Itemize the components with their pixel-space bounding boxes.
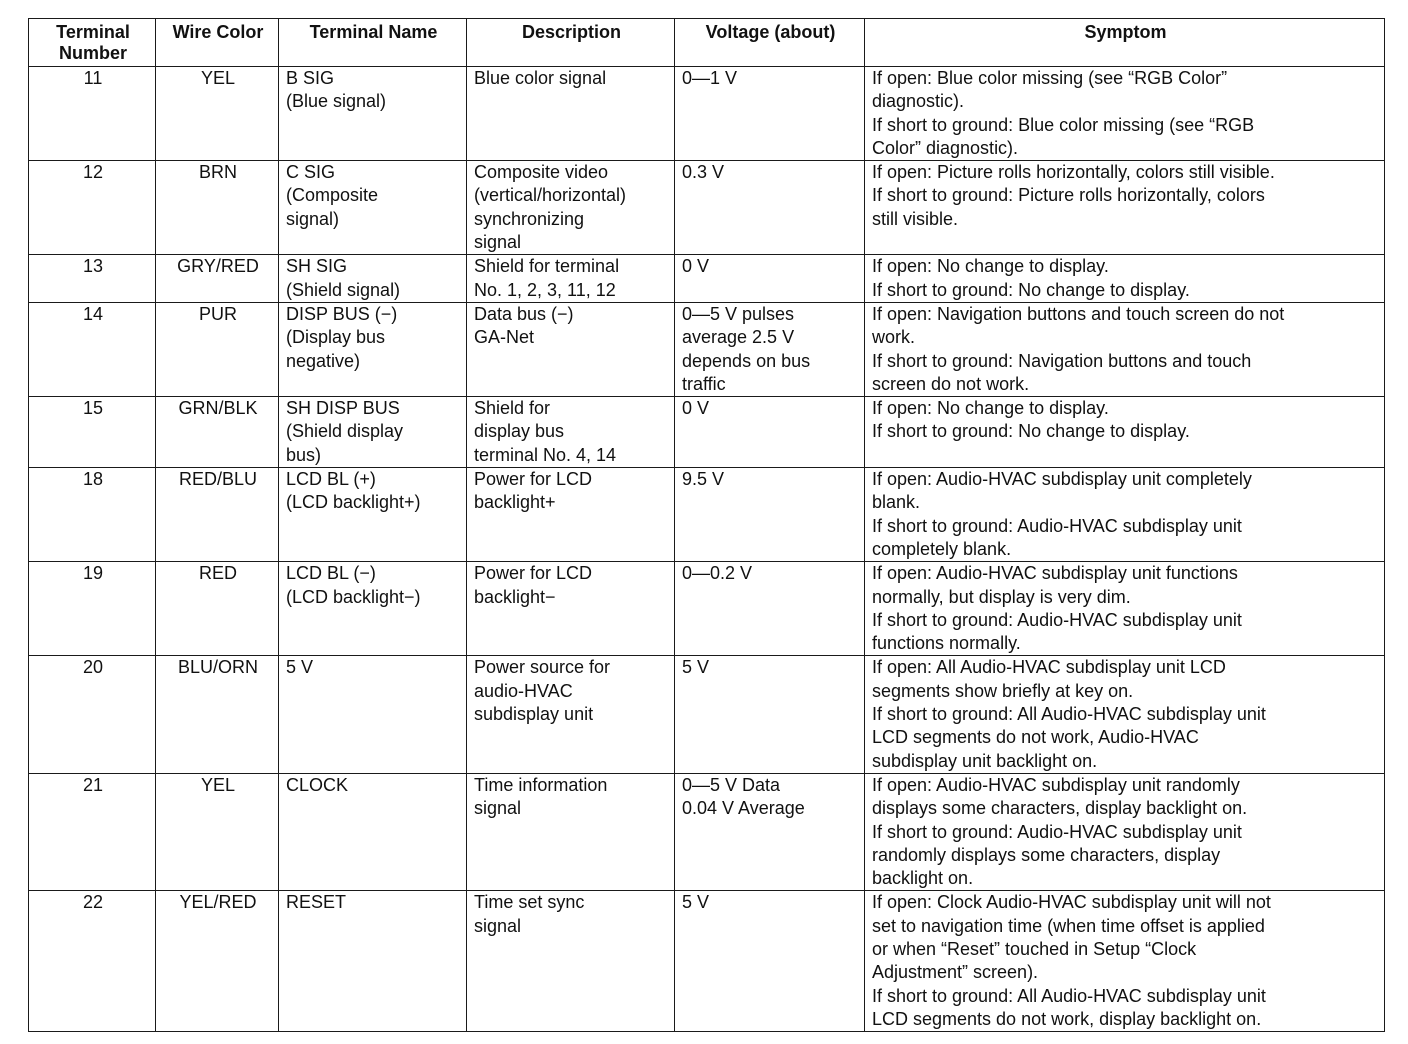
wire-color-cell: YEL/RED [156,891,279,1032]
symptom-line: If short to ground: Audio-HVAC subdisplay unit [872,609,1242,630]
terminal-name-line: LCD BL (+) [286,469,376,490]
symptom-cell [865,562,1385,656]
voltage-cell [675,67,865,161]
symptom-line: still visible. [872,208,959,229]
voltage-line: 0—5 V Data [682,774,781,795]
table-row [29,891,1385,1032]
symptom-line: If short to ground: Navigation buttons and touch [872,350,1252,371]
wire-color-cell: BRN [156,161,279,255]
description-cell [467,891,675,1032]
terminal-name-cell [279,773,467,890]
terminal-name-cell [279,255,467,303]
description-line: signal [474,915,522,936]
symptom-cell [865,773,1385,890]
voltage-line: 0—0.2 V [682,563,753,584]
symptom-line: If open: Audio-HVAC subdisplay unit randomly [872,774,1240,795]
description-cell [467,468,675,562]
header-terminal-name: Terminal Name [279,19,467,67]
symptom-line: work. [872,327,916,348]
description-line: backlight+ [474,492,556,513]
description-cell [467,562,675,656]
symptom-cell [865,468,1385,562]
description-line: (vertical/horizontal) [474,185,627,206]
terminal-number-cell: 12 [29,161,156,255]
terminal-name-line: (Shield display [286,421,404,442]
voltage-line: 0 V [682,256,710,277]
description-cell [467,656,675,773]
symptom-line: If open: Picture rolls horizontally, colors still visible. [872,162,1275,183]
table-row [29,468,1385,562]
description-line: audio-HVAC [474,680,573,701]
symptom-line: set to navigation time (when time offset is applied [872,915,1265,936]
description-cell [467,67,675,161]
description-line: Blue color signal [474,68,607,88]
description-cell [467,397,675,468]
voltage-line: 9.5 V [682,469,725,490]
description-line: Composite video [474,162,609,183]
symptom-line: LCD segments do not work, Audio-HVAC [872,727,1199,748]
description-line: Shield for terminal [474,256,620,277]
terminal-name-line: 5 V [286,657,314,678]
symptom-line: screen do not work. [872,373,1030,394]
terminal-name-line: SH SIG [286,256,348,277]
terminal-name-cell [279,161,467,255]
terminal-number-cell: 15 [29,397,156,468]
description-line: Power for LCD [474,469,593,490]
voltage-line: depends on bus [682,350,811,371]
terminal-name-line: (Shield signal) [286,279,401,300]
terminal-name-cell [279,468,467,562]
terminal-name-line: C SIG [286,162,336,183]
header-symptom: Symptom [865,19,1385,67]
symptom-line: randomly displays some characters, display [872,844,1221,865]
description-cell [467,302,675,396]
symptom-line: If open: Audio-HVAC subdisplay unit completely [872,469,1252,490]
symptom-line: If open: Navigation buttons and touch screen do not [872,303,1285,324]
description-line: display bus [474,421,565,442]
symptom-cell [865,656,1385,773]
voltage-cell [675,255,865,303]
terminal-name-line: (Display bus [286,327,386,348]
symptom-line: If open: Audio-HVAC subdisplay unit functions [872,563,1238,584]
voltage-cell [675,161,865,255]
terminal-name-line: (Composite [286,185,379,206]
symptom-line: If short to ground: Picture rolls horizontally, colors [872,185,1265,206]
description-line: Shield for [474,398,551,419]
voltage-line: 0 V [682,398,710,419]
table-row [29,302,1385,396]
header-description: Description [467,19,675,67]
description-cell [467,255,675,303]
symptom-line: diagnostic). [872,91,965,112]
description-line: Data bus (−) [474,303,574,324]
wire-color-cell: GRY/RED [156,255,279,303]
header-terminal-number: Terminal Number [29,19,156,67]
symptom-line: segments show briefly at key on. [872,680,1134,701]
header-row [29,19,1385,67]
symptom-line: Adjustment” screen). [872,962,1039,983]
voltage-cell [675,656,865,773]
terminal-table [28,18,1385,1032]
terminal-name-line: (LCD backlight+) [286,492,421,513]
terminal-number-cell: 13 [29,255,156,303]
symptom-line: blank. [872,492,921,513]
terminal-name-cell [279,302,467,396]
table-row [29,773,1385,890]
voltage-line: 0.04 V Average [682,798,805,819]
symptom-line: If open: No change to display. [872,256,1109,277]
symptom-line: subdisplay unit backlight on. [872,750,1098,771]
table-row [29,67,1385,161]
symptom-line: If short to ground: All Audio-HVAC subdisplay unit [872,704,1266,725]
terminal-name-line: LCD BL (−) [286,563,376,584]
description-line: terminal No. 4, 14 [474,444,617,465]
terminal-number-cell: 21 [29,773,156,890]
terminal-name-line: negative) [286,350,361,371]
table-row [29,656,1385,773]
terminal-name-line: RESET [286,892,347,913]
header-wire-color: Wire Color [156,19,279,67]
voltage-line: 0—5 V pulses [682,303,795,324]
symptom-line: If open: All Audio-HVAC subdisplay unit LCD [872,657,1226,678]
symptom-line: LCD segments do not work, display backlight on. [872,1008,1262,1029]
terminal-number-cell: 20 [29,656,156,773]
description-line: subdisplay unit [474,704,594,725]
description-line: signal [474,232,522,253]
terminal-name-cell [279,67,467,161]
wire-color-cell: BLU/ORN [156,656,279,773]
terminal-name-line: bus) [286,444,322,465]
voltage-line: average 2.5 V [682,327,795,348]
table-body [29,67,1385,1032]
wire-color-cell: GRN/BLK [156,397,279,468]
terminal-number-cell: 22 [29,891,156,1032]
wire-color-cell: YEL [156,773,279,890]
symptom-line: backlight on. [872,868,974,889]
wire-color-cell: YEL [156,67,279,161]
symptom-line: If open: Blue color missing (see “RGB Color” [872,68,1228,88]
terminal-name-line: signal) [286,208,340,229]
voltage-cell [675,468,865,562]
voltage-line: 5 V [682,892,710,913]
symptom-line: If short to ground: All Audio-HVAC subdisplay unit [872,985,1266,1006]
terminal-name-line: (LCD backlight−) [286,586,421,607]
terminal-number-cell: 19 [29,562,156,656]
voltage-cell [675,302,865,396]
table-row [29,397,1385,468]
wire-color-cell: RED/BLU [156,468,279,562]
voltage-line: 0.3 V [682,162,725,183]
voltage-cell [675,891,865,1032]
symptom-line: Color” diagnostic). [872,137,1019,158]
description-line: Time set sync [474,892,585,913]
wire-color-cell: PUR [156,302,279,396]
symptom-cell [865,397,1385,468]
description-line: signal [474,798,522,819]
terminal-number-cell: 18 [29,468,156,562]
description-line: Power source for [474,657,611,678]
symptom-line: functions normally. [872,633,1021,654]
terminal-name-line: B SIG [286,68,335,88]
terminal-name-line: CLOCK [286,774,349,795]
description-line: Power for LCD [474,563,593,584]
terminal-name-cell [279,397,467,468]
wire-color-cell: RED [156,562,279,656]
symptom-cell [865,891,1385,1032]
voltage-cell [675,562,865,656]
terminal-number-cell: 14 [29,302,156,396]
table-row [29,161,1385,255]
description-cell [467,161,675,255]
description-line: backlight− [474,586,556,607]
symptom-line: If short to ground: No change to display. [872,421,1190,442]
symptom-cell [865,255,1385,303]
symptom-cell [865,302,1385,396]
table-row [29,255,1385,303]
description-line: GA-Net [474,327,535,348]
header-voltage: Voltage (about) [675,19,865,67]
symptom-line: If short to ground: Blue color missing (see “RGB [872,114,1255,135]
voltage-line: 5 V [682,657,710,678]
terminal-name-line: SH DISP BUS [286,398,400,419]
symptom-line: displays some characters, display backlight on. [872,798,1248,819]
voltage-line: traffic [682,373,726,394]
symptom-line: normally, but display is very dim. [872,586,1131,607]
symptom-cell [865,67,1385,161]
symptom-cell [865,161,1385,255]
description-line: No. 1, 2, 3, 11, 12 [474,279,616,300]
voltage-line: 0—1 V [682,68,738,88]
voltage-cell [675,773,865,890]
symptom-line: If short to ground: Audio-HVAC subdisplay unit [872,515,1242,536]
terminal-name-cell [279,562,467,656]
description-line: Time information [474,774,608,795]
symptom-line: If open: Clock Audio-HVAC subdisplay unit will not [872,892,1271,913]
terminal-name-cell [279,656,467,773]
symptom-line: If open: No change to display. [872,398,1109,419]
voltage-cell [675,397,865,468]
table-row [29,562,1385,656]
symptom-line: If short to ground: Audio-HVAC subdisplay unit [872,821,1242,842]
symptom-line: or when “Reset” touched in Setup “Clock [872,938,1197,959]
terminal-number-cell: 11 [29,67,156,161]
terminal-name-line: (Blue signal) [286,91,387,112]
symptom-line: completely blank. [872,538,1012,559]
symptom-line: If short to ground: No change to display. [872,279,1190,300]
description-line: synchronizing [474,208,585,229]
description-cell [467,773,675,890]
terminal-name-cell [279,891,467,1032]
terminal-name-line: DISP BUS (−) [286,303,398,324]
